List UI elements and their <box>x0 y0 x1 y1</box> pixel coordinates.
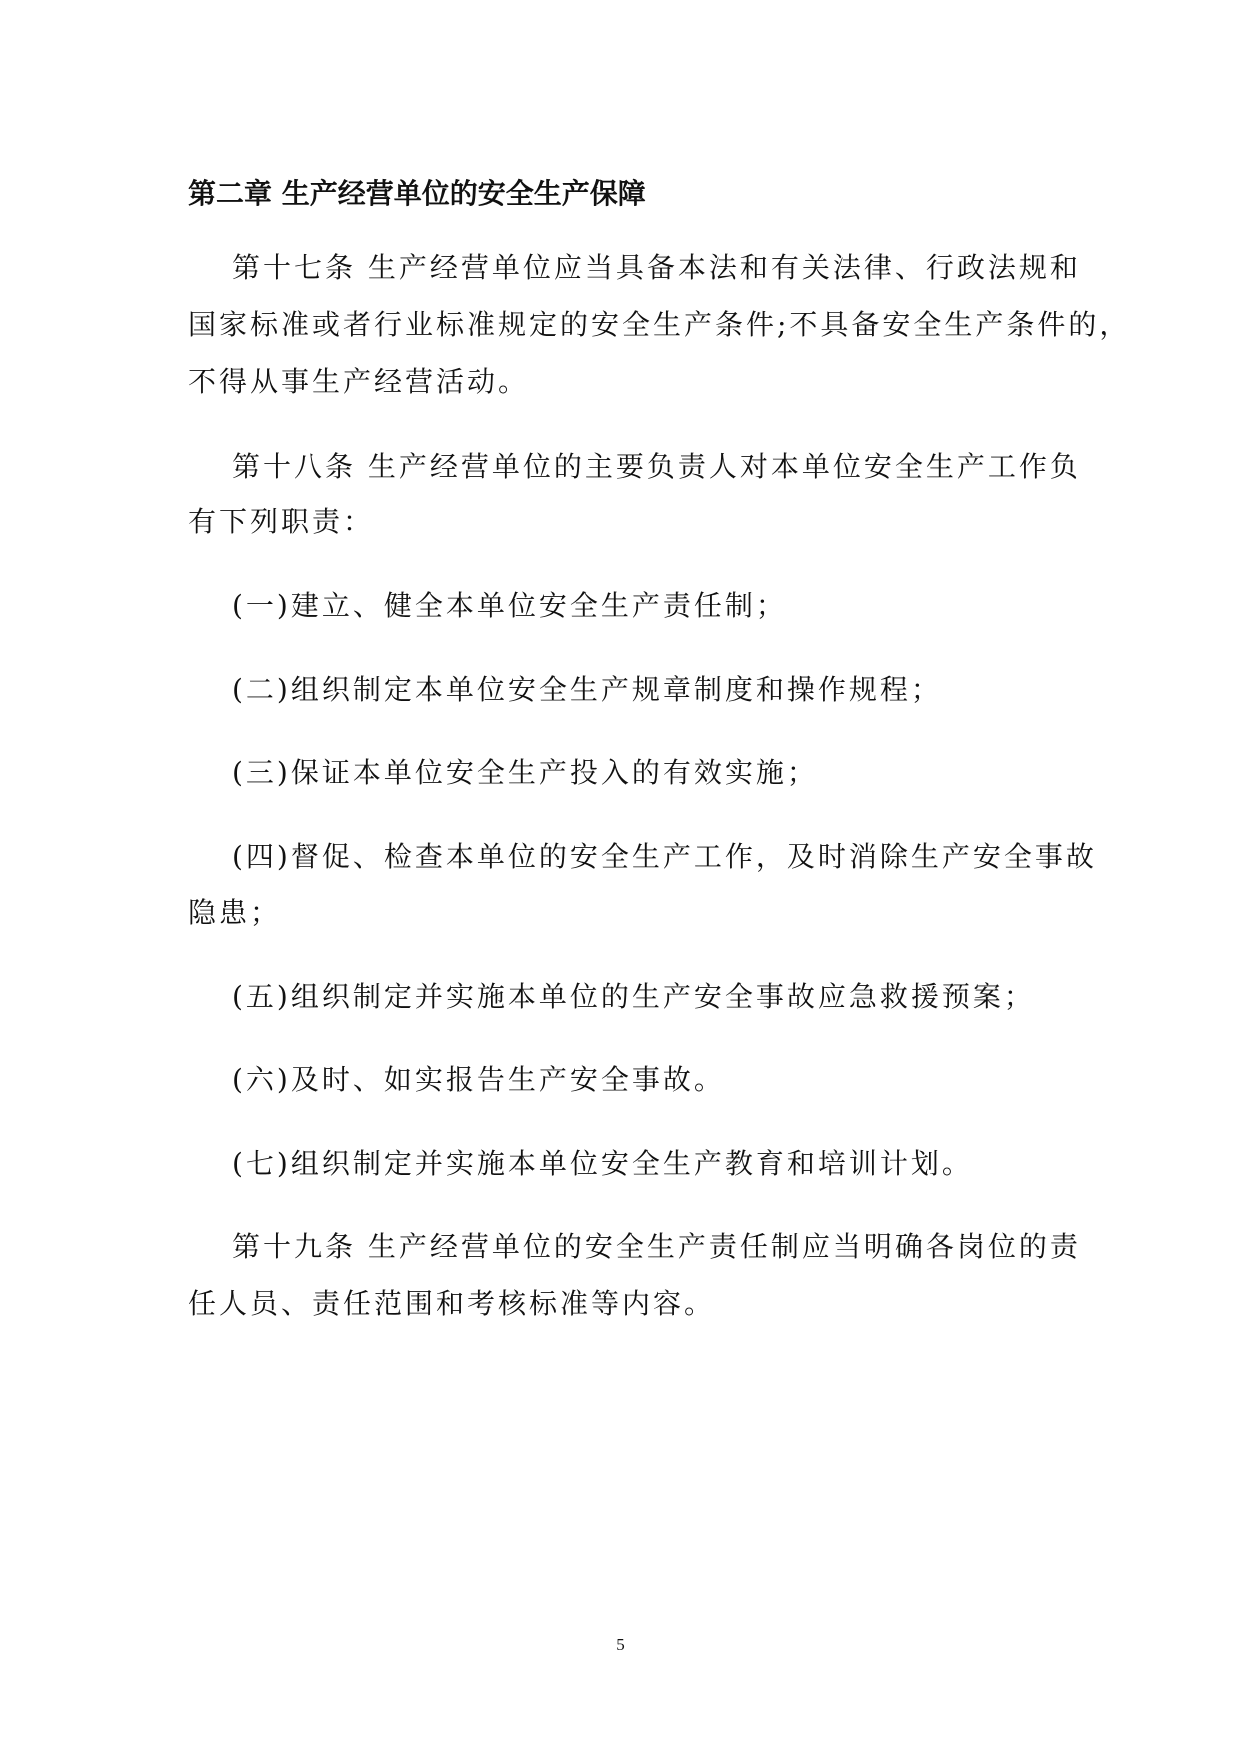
article19-line1: 第十九条 生产经营单位的安全生产责任制应当明确各岗位的责 <box>232 1230 1081 1263</box>
list-item: (七)组织制定并实施本单位安全生产教育和培训计划。 <box>232 1147 973 1180</box>
list-item-continuation: 隐患； <box>188 896 282 929</box>
article18-line2: 有下列职责： <box>188 505 375 538</box>
page-number: 5 <box>616 1635 625 1654</box>
list-item: (三)保证本单位安全生产投入的有效实施； <box>232 756 818 789</box>
list-item: (四)督促、检查本单位的安全生产工作，及时消除生产安全事故 <box>232 840 1097 873</box>
list-item: (五)组织制定并实施本单位的生产安全事故应急救援预案； <box>232 980 1035 1013</box>
list-item: (一)建立、健全本单位安全生产责任制； <box>232 589 787 622</box>
article17-line2: 国家标准或者行业标准规定的安全生产条件;不具备安全生产条件的， <box>188 308 1131 341</box>
article18-line1: 第十八条 生产经营单位的主要负责人对本单位安全生产工作负 <box>232 450 1081 483</box>
list-item: (六)及时、如实报告生产安全事故。 <box>232 1063 725 1096</box>
article17-line3: 不得从事生产经营活动。 <box>188 365 530 398</box>
article17-line1: 第十七条 生产经营单位应当具备本法和有关法律、行政法规和 <box>232 251 1081 284</box>
chapter-title: 第二章 生产经营单位的安全生产保障 <box>188 177 646 210</box>
article19-line2: 任人员、责任范围和考核标准等内容。 <box>188 1287 716 1320</box>
list-item: (二)组织制定本单位安全生产规章制度和操作规程； <box>232 673 942 706</box>
